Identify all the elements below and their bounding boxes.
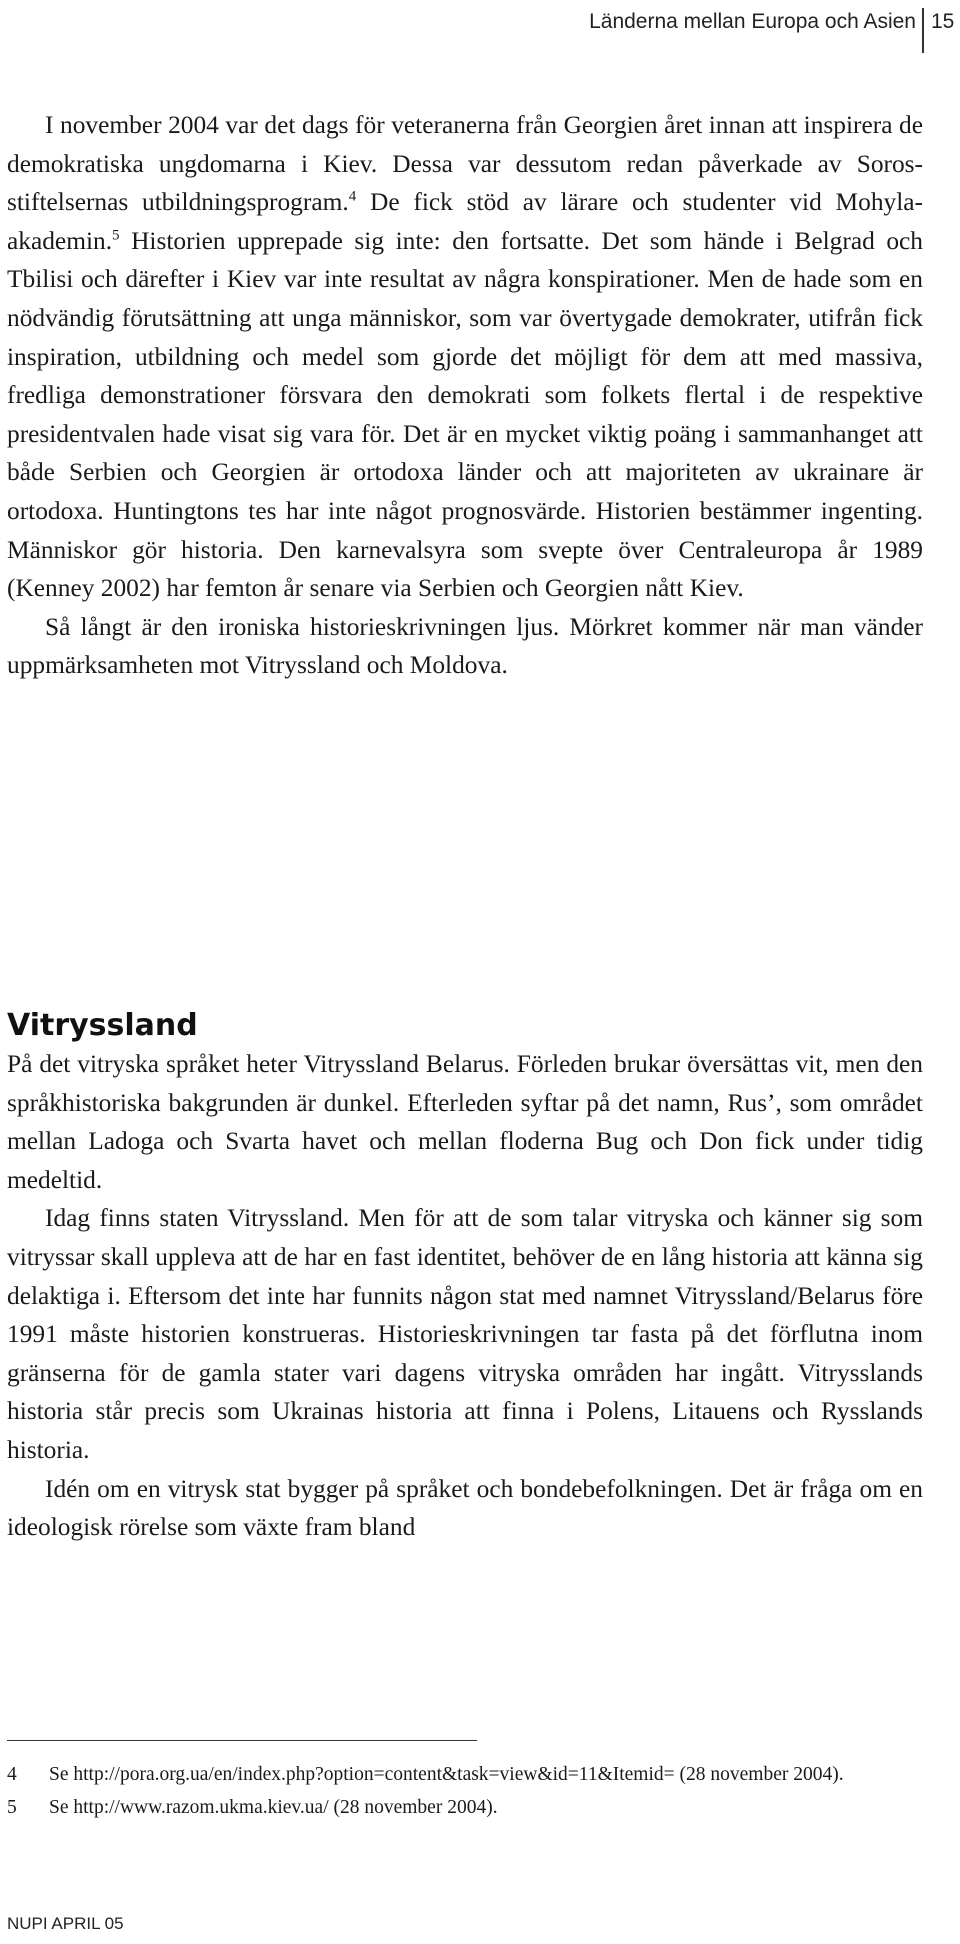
paragraph	[7, 106, 923, 608]
footnote-reference: 5	[112, 227, 120, 244]
body-text-section-1	[7, 106, 923, 685]
footnote	[7, 1760, 923, 1789]
footnote-text: Se http://www.razom.ukma.kiev.ua/ (28 november 2004).	[49, 1797, 498, 1818]
body-text-section-2	[7, 1045, 923, 1547]
paragraph-text: I november 2004 var det dags för veteranerna från Georgien året innan att inspirera de demokratiska ungdomarna i Kiev. Dessa var dessutom redan påverkade av Soros-stiftelsernas utbildningsprogram.	[7, 111, 923, 217]
footnote-text: Se http://pora.org.ua/en/index.php?option=content&task=view&id=11&Itemid= (28 november 2004).	[49, 1764, 844, 1785]
running-head	[0, 8, 960, 60]
footnote-divider	[7, 1740, 477, 1741]
footnotes	[7, 1760, 923, 1826]
running-title: Länderna mellan Europa och Asien	[589, 10, 916, 33]
page-number: 15	[931, 10, 955, 33]
footnote-number: 5	[7, 1797, 17, 1818]
header-divider	[922, 8, 924, 53]
paragraph: Så långt är den ironiska historieskrivningen ljus. Mörkret kommer när man vänder uppmärksamheten mot Vitryssland och Moldova.	[7, 612, 923, 680]
footnote-number: 4	[7, 1764, 17, 1785]
paragraph-text: De fick stöd av lärare och studenter vid Mohyla-akademin.	[7, 188, 924, 255]
footnote	[7, 1793, 923, 1822]
paragraph: Idén om en vitrysk stat bygger på språket och bondebefolkningen. Det är fråga om en ideologisk rörelse som växte fram bland	[7, 1474, 923, 1542]
footnote-reference: 4	[348, 188, 357, 205]
page-footer: NUPI APRIL 05	[7, 1914, 124, 1933]
paragraph: Idag finns staten Vitryssland. Men för att de som talar vitryska och känner sig som vitryssar skall uppleva att de har en fast identitet, behöver de en lång historia att känna sig delaktiga i. Eftersom det inte har funnits någon stat med namnet Vitryssland/Belarus före 1991 måste historien konstrueras. Historieskrivningen tar fasta på det förflutna inom gränserna för de gamla stater vari dagens vitryska områden har ingått. Vitrysslands historia står precis som Ukrainas historia att finna i Polens, Litauens och Rysslands historia.	[7, 1204, 923, 1464]
section-heading: Vitryssland	[7, 1008, 198, 1043]
paragraph-text: Historien upprepade sig inte: den fortsatte. Det som hände i Belgrad och Tbilisi och därefter i Kiev var inte resultat av några konspirationer. Men de hade som en nödvändig förutsättning att unga människor, som var övertygade demokrater, utifrån fick inspiration, utbildning och medel som gjorde det möjligt för dem att med massiva, fredliga demonstrationer försvara den demokrati som folkets flertal i de respektive presidentvalen hade visat sig vara för. Det är en mycket viktig poäng i sammanhanget att både Serbien och Georgien är ortodoxa länder och att majoriteten av ukrainare är ortodoxa. Huntingtons tes har inte något prognosvärde. Historien bestämmer ingenting. Människor gör historia. Den karnevalsyra som svepte över Centraleuropa år 1989 (Kenney 2002) har femton år senare via Serbien och Georgien nått Kiev.	[7, 226, 923, 603]
paragraph: På det vitryska språket heter Vitryssland Belarus. Förleden brukar översättas vit, men den språkhistoriska bakgrunden är dunkel. Efterleden syftar på det namn, Rus’, som området mellan Ladoga och Svarta havet och mellan floderna Bug och Don fick under tidig medeltid.	[7, 1050, 923, 1194]
